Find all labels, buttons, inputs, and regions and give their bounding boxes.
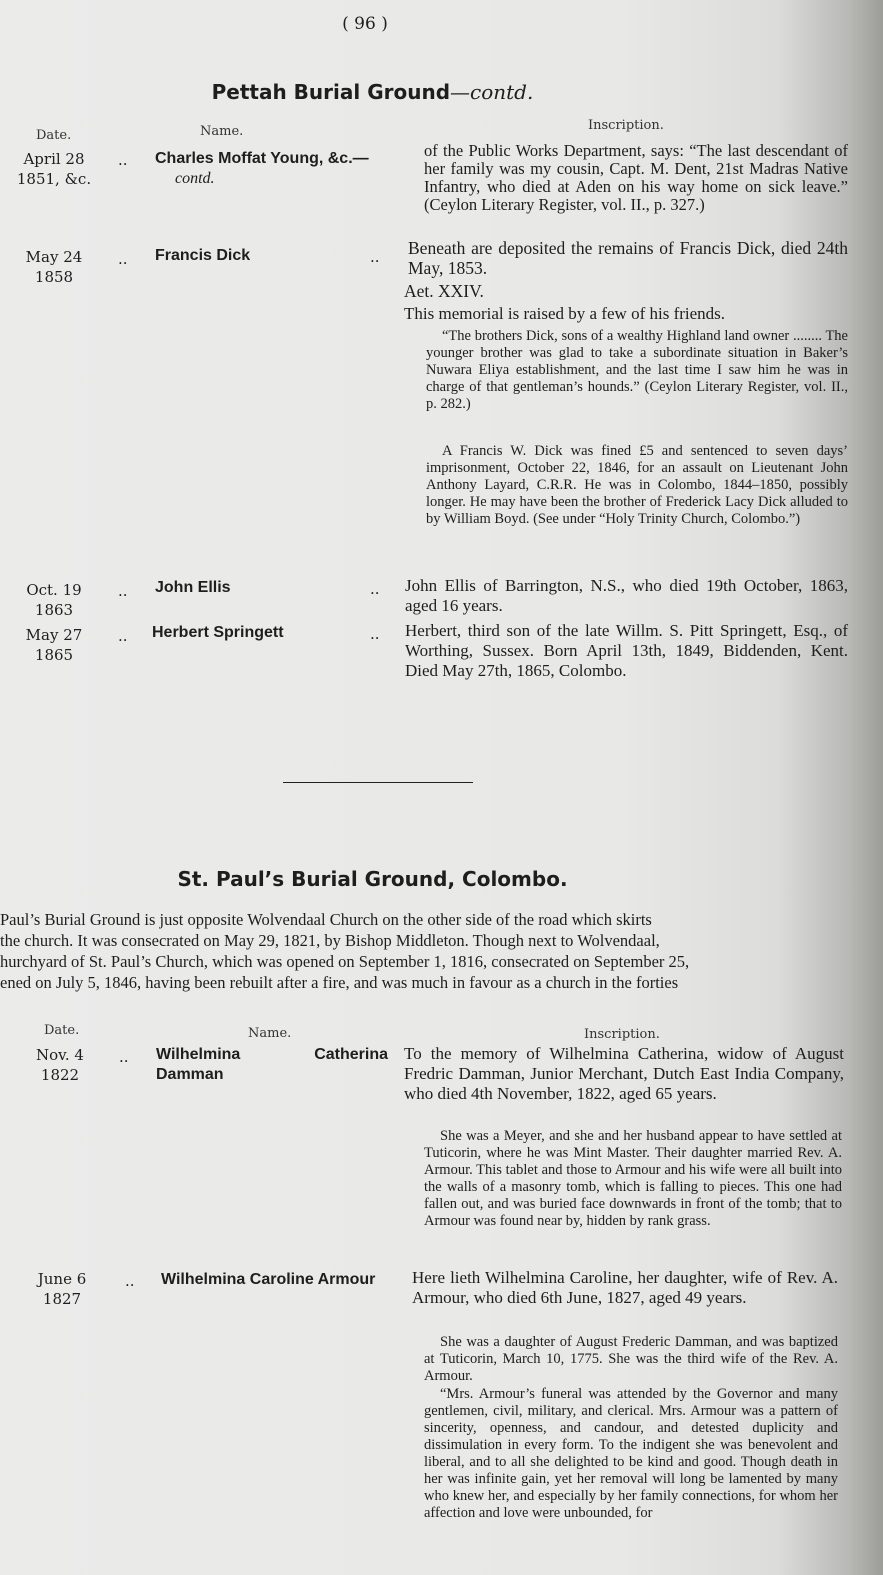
name-header: Name. — [248, 1026, 292, 1041]
entry-inscription: of the Public Works Department, says: “The last descendant of her family was my cousin, Capt. M. Dent, 21st Madras Native Infantry, who died at Aden on his way home on sick leave.” (Ceylon Literary Register, vol. II., p. 327.) — [424, 141, 848, 214]
inscription-header: Inscription. — [584, 1027, 660, 1042]
entry-name: Wilhelmina Caroline Armour — [161, 1271, 376, 1288]
entry-inscription: Beneath are deposited the remains of Francis Dick, died 24th May, 1853. — [408, 238, 848, 278]
entry-note: “Mrs. Armour’s funeral was attended by the Governor and many gentlemen, civil, military, and clerical. Mrs. Armour was a pattern of sincerity, openness, and candour, and detested duplicity and dissimulation in every form. To the indigent she was benevolent and liberal, and to all she delighted to be kind and good. Though death in her was infinite gain, yet her removal will long be lamented by many who knew her, and especially by her family connections, for whom her affection and love were unbounded, for — [424, 1386, 838, 1521]
entry-note: A Francis W. Dick was fined £5 and sentenced to seven days’ imprisonment, October 22, 1846, for an assault on Lieutenant John Anthony Layard, C.R.R. He was in Colombo, 1844–1850, possibly longer. He may have been the brother of Frederick Lacy Dick alluded to by William Boyd. (See under “Holy Trinity Church, Colombo.”) — [426, 443, 848, 527]
page-number: ( 96 ) — [342, 14, 388, 34]
intro-line: ened on July 5, 1846, having been rebuilt after a fire, and was much in favour as a church in the forties — [0, 973, 679, 992]
entry-inscription: Herbert, third son of the late Willm. S. Pitt Springett, Esq., of Worthing, Sussex. Born April 13th, 1849, Biddenden, Kent. Died May 27th, 1865, Colombo. — [405, 621, 848, 680]
entry-note: She was a daughter of August Frederic Damman, and was baptized at Tuticorin, March 10, 1775. She was the third wife of the Rev. A. Armour. — [424, 1334, 838, 1384]
entry-inscription: John Ellis of Barrington, N.S., who died 19th October, 1863, aged 16 years. — [405, 576, 848, 615]
entry-note: She was a Meyer, and she and her husband appear to have settled at Tuticorin, where he was Mint Master. Their daughter married Rev. A. Armour. This tablet and those to Armour and his wife were all built into the walls of a masonry tomb, which is falling to pieces. This one had fallen out, and was buried face downwards in front of the tomb; that to Armour was found near by, hidden by rank grass. — [424, 1128, 842, 1229]
section-divider — [283, 782, 473, 783]
entry-name: John Ellis — [155, 579, 231, 596]
section-title-st-pauls: St. Paul’s Burial Ground, Colombo. — [177, 867, 568, 891]
entry-name: Herbert Springett — [152, 624, 284, 641]
entry-date: April 28 1851, &c. — [16, 150, 92, 188]
entry-name: Francis Dick — [155, 247, 251, 264]
date-header: Date. — [36, 128, 72, 143]
entry-aet: Aet. XXIV. — [404, 281, 484, 301]
entry-inscription: Here lieth Wilhelmina Caroline, her daughter, wife of Rev. A. Armour, who died 6th June, 1827, aged 49 years. — [412, 1268, 838, 1307]
name-header: Name. — [200, 124, 244, 139]
leader-dots: .. — [370, 580, 380, 598]
entry-date: Oct. 19 1863 — [26, 581, 82, 619]
leader-dots: .. — [119, 1048, 129, 1066]
inscription-header: Inscription. — [588, 118, 664, 133]
leader-dots: .. — [370, 625, 380, 643]
leader-dots: .. — [125, 1272, 135, 1290]
intro-line: Paul’s Burial Ground is just opposite Wolvendaal Church on the other side of the road which skirts — [0, 910, 652, 929]
entry-inscription: To the memory of Wilhelmina Catherina, widow of August Fredric Damman, Junior Merchant, Dutch East India Company, who died 4th November, 1822, aged 65 years. — [404, 1044, 844, 1103]
entry-date: Nov. 4 1822 — [36, 1046, 84, 1084]
entry-date: May 27 1865 — [25, 626, 83, 664]
section-title-pettah: Pettah Burial Ground—contd. — [211, 80, 534, 104]
leader-dots: .. — [370, 248, 380, 266]
entry-date: May 24 1858 — [25, 248, 83, 286]
leader-dots: .. — [118, 151, 128, 169]
entry-date: June 6 1827 — [37, 1270, 87, 1308]
date-header: Date. — [44, 1023, 80, 1038]
entry-memorial: This memorial is raised by a few of his friends. — [404, 304, 726, 323]
entry-name: Charles Moffat Young, &c.— contd. — [155, 150, 369, 187]
leader-dots: .. — [118, 582, 128, 600]
intro-line: hurchyard of St. Paul’s Church, which was opened on September 1, 1816, consecrated on September 25, — [0, 952, 690, 971]
entry-name: Wilhelmina Catherina Damman — [156, 1046, 388, 1083]
entry-note: “The brothers Dick, sons of a wealthy Highland land owner ........ The younger brother was glad to take a subordinate situation in Baker’s Nuwara Eliya establishment, and the last time I saw him he was in charge of that gentleman’s hounds.” (Ceylon Literary Register, vol. II., p. 282.) — [426, 328, 848, 412]
leader-dots: .. — [118, 250, 128, 268]
intro-line: the church. It was consecrated on May 29, 1821, by Bishop Middleton. Though next to Wolvendaal, — [0, 931, 660, 950]
leader-dots: .. — [118, 627, 128, 645]
